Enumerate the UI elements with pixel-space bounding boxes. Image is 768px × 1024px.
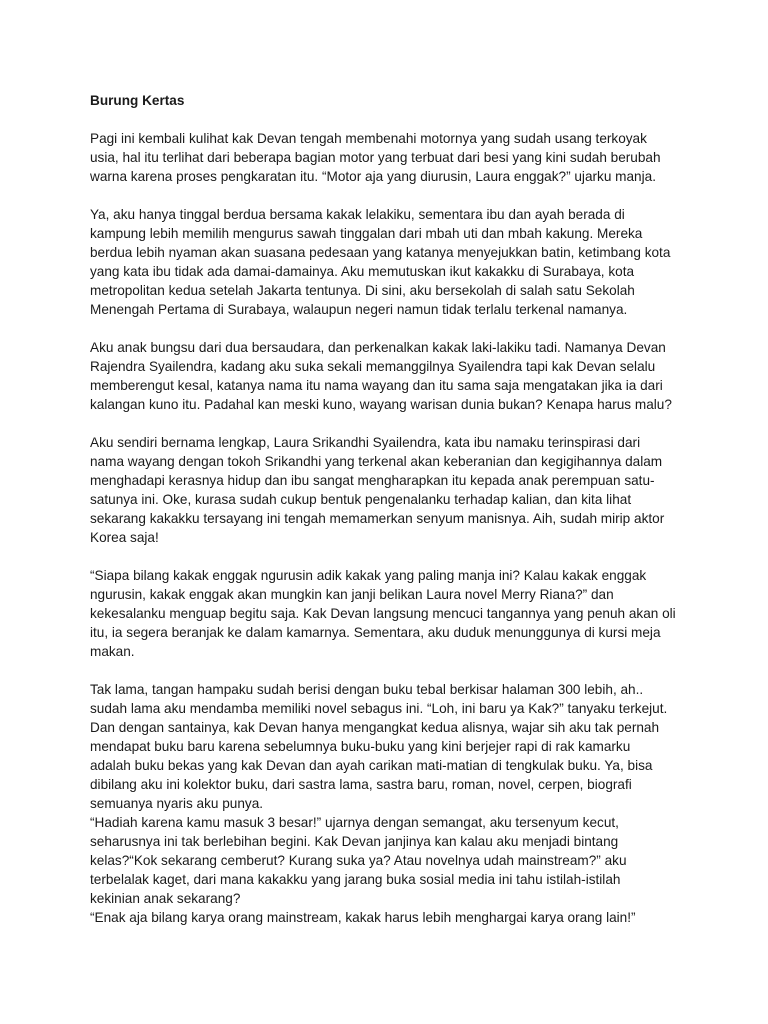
text-line: adalah buku bekas yang kak Devan dan ayah carikan mati-matian di tengkulak buku. Ya, bisa (90, 758, 653, 773)
text-line: sekarang kakakku tersayang ini tengah memamerkan senyum manisnya. Aih, sudah mirip aktor (90, 511, 665, 526)
text-line: kalangan kuno itu. Padahal kan meski kuno, wayang warisan dunia bukan? Kenapa harus malu? (90, 397, 672, 412)
text-line: Aku anak bungsu dari dua bersaudara, dan perkenalkan kakak laki-lakiku tadi. Namanya Devan (90, 340, 666, 355)
paragraph (90, 813, 690, 908)
text-line: Ya, aku hanya tinggal berdua bersama kakak lelakiku, sementara ibu dan ayah berada di (90, 207, 625, 222)
text-line: dibilang aku ini kolektor buku, dari sastra lama, sastra baru, roman, novel, cerpen, biografi (90, 777, 632, 792)
text-line: Rajendra Syailendra, kadang aku suka sekali memanggilnya Syailendra tapi kak Devan selalu (90, 359, 656, 374)
text-line: kelas?“Kok sekarang cemberut? Kurang suka ya? Atau novelnya udah mainstream?” aku (90, 853, 627, 868)
paragraph (90, 908, 690, 927)
text-line: Korea saja! (90, 530, 159, 545)
text-line: Menengah Pertama di Surabaya, walaupun negeri namun tidak terlalu terkenal namanya. (90, 302, 628, 317)
paragraph (90, 566, 690, 661)
text-line: sudah lama aku mendamba memiliki novel sebagus ini. “Loh, ini baru ya Kak?” tanyaku terkejut. (90, 701, 668, 716)
text-line: Tak lama, tangan hampaku sudah berisi dengan buku tebal berkisar halaman 300 lebih, ah.. (90, 682, 644, 697)
paragraph (90, 129, 690, 186)
text-line: berdua lebih nyaman akan suasana pedesaan yang katanya menyejukkan batin, ketimbang kota (90, 245, 671, 260)
text-line: warna karena proses pengkaratan itu. “Motor aja yang diurusin, Laura enggak?” ujarku manja. (90, 169, 656, 184)
text-line: memberengut kesal, katanya nama itu nama wayang dan itu sama saja mengatakan jika ia dari (90, 378, 663, 393)
text-line: makan. (90, 644, 135, 659)
text-line: “Enak aja bilang karya orang mainstream, kakak harus lebih menghargai karya orang lain!” (90, 910, 636, 925)
paragraph (90, 205, 690, 319)
text-line: seharusnya ini tak berlebihan begini. Kak Devan janjinya kan kalau aku menjadi bintang (90, 834, 619, 849)
text-line: itu, ia segera beranjak ke dalam kamarnya. Sementara, aku duduk menunggunya di kursi meja (90, 625, 661, 640)
text-line: yang kata ibu tidak ada damai-damainya. Aku memutuskan ikut kakakku di Surabaya, kota (90, 264, 635, 279)
text-line: mendapat buku baru karena sebelumnya buku-buku yang kini berjejer rapi di rak kamarku (90, 739, 631, 754)
text-line: ngurusin, kakak enggak akan mungkin kan janji belikan Laura novel Merry Riana?” dan (90, 587, 614, 602)
text-line: Dan dengan santainya, kak Devan hanya mengangkat kedua alisnya, wajar sih aku tak pernah (90, 720, 660, 735)
text-line: Aku sendiri bernama lengkap, Laura Srikandhi Syailendra, kata ibu namaku terinspirasi dari (90, 435, 641, 450)
document-title: Burung Kertas (90, 93, 185, 108)
text-line: terbelalak kaget, dari mana kakakku yang jarang buka sosial media ini tahu istilah-istilah (90, 872, 621, 887)
paragraph (90, 433, 690, 547)
text-line: kekinian anak sekarang? (90, 891, 241, 906)
text-line: metropolitan kedua setelah Jakarta tentunya. Di sini, aku bersekolah di salah satu Sekolah (90, 283, 635, 298)
text-line: “Siapa bilang kakak enggak ngurusin adik kakak yang paling manja ini? Kalau kakak enggak (90, 568, 647, 583)
text-line: menghadapi kerasnya hidup dan ibu sangat mengharapkan itu kepada anak perempuan satu- (90, 473, 655, 488)
text-line: kekesalanku menguap begitu saja. Kak Devan langsung mencuci tangannya yang penuh akan oli (90, 606, 676, 621)
text-line: kampung lebih memilih mengurus sawah tinggalan dari mbah uti dan mbah kakung. Mereka (90, 226, 643, 241)
text-line: usia, hal itu terlihat dari beberapa bagian motor yang terbuat dari besi yang kini sudah berubah (90, 150, 661, 165)
text-line: semuanya nyaris aku punya. (90, 796, 264, 811)
text-line: Pagi ini kembali kulihat kak Devan tengah membenahi motornya yang sudah usang terkoyak (90, 131, 647, 146)
document-body (90, 91, 690, 927)
text-line: nama wayang dengan tokoh Srikandhi yang terkenal akan keberanian dan kegigihannya dalam (90, 454, 663, 469)
paragraph-list (90, 129, 690, 927)
text-line: “Hadiah karena kamu masuk 3 besar!” ujarnya dengan semangat, aku tersenyum kecut, (90, 815, 619, 830)
paragraph (90, 680, 690, 813)
text-line: satunya ini. Oke, kurasa sudah cukup bentuk pengenalanku terhadap kalian, dan kita lihat (90, 492, 632, 507)
paragraph (90, 338, 690, 414)
